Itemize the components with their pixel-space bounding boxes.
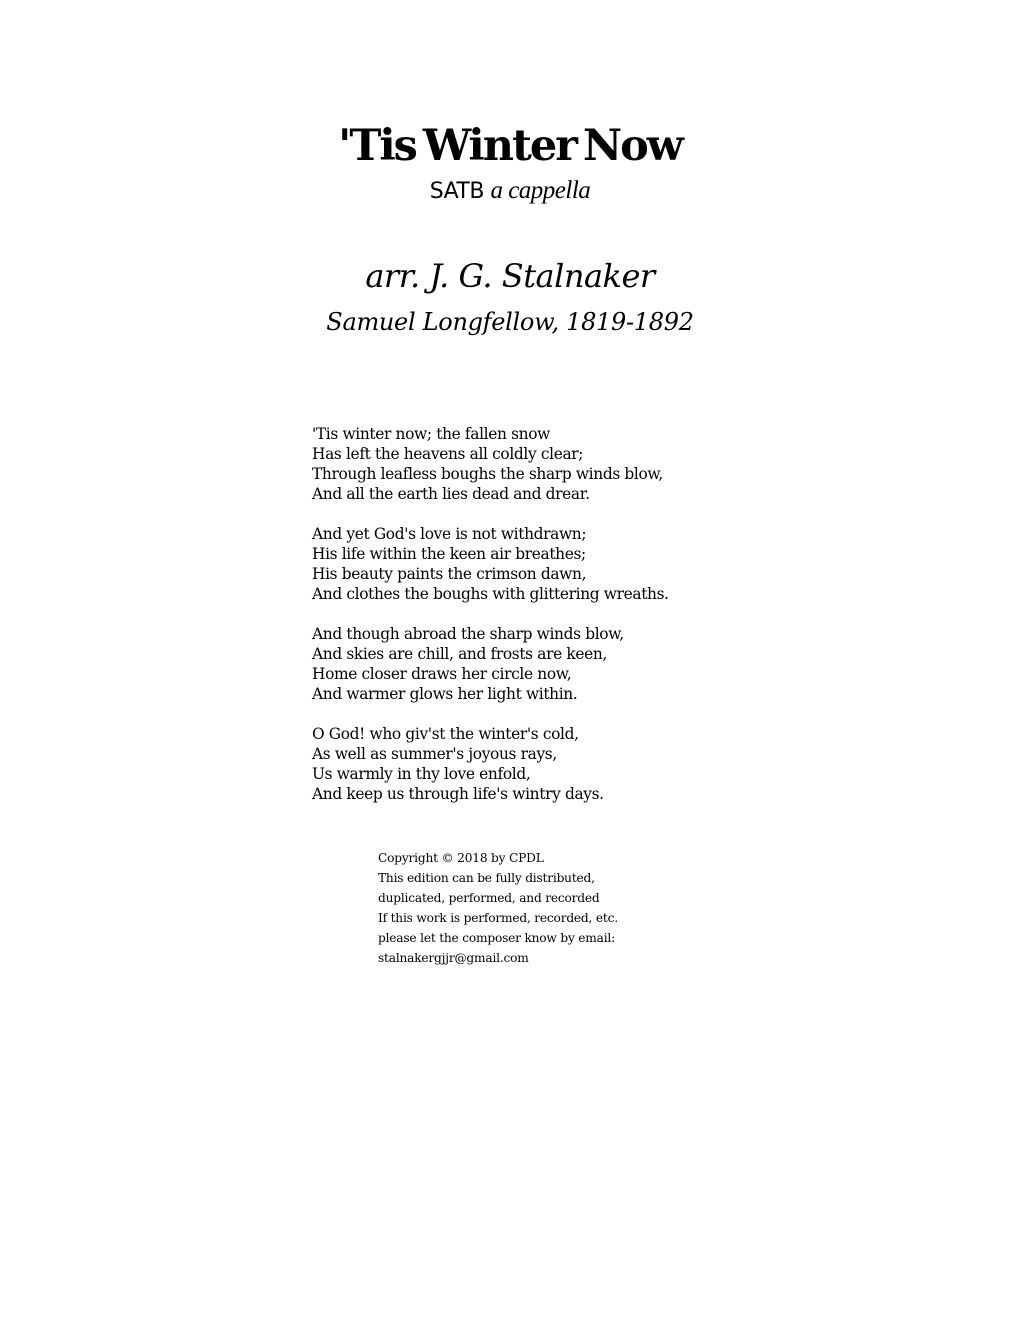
poem-line: 'Tis winter now; the fallen snow	[312, 425, 550, 443]
copyright-line: Copyright © 2018 by CPDL	[378, 851, 544, 865]
poem-stanza-2	[312, 524, 832, 604]
poem-line: And keep us through life's wintry days.	[312, 785, 604, 803]
poem-line: As well as summer's joyous rays,	[312, 745, 557, 763]
poem-stanza-3	[312, 624, 832, 704]
request-line: please let the composer know by email:	[378, 931, 616, 945]
arranger-credit: arr. J. G. Stalnaker	[365, 257, 655, 295]
poem-line: Us warmly in thy love enfold,	[312, 765, 531, 783]
copyright-notice	[378, 848, 778, 968]
poem-line: Has left the heavens all coldly clear;	[312, 445, 584, 463]
license-line: This edition can be fully distributed,	[378, 871, 595, 885]
poem-line: And skies are chill, and frosts are keen,	[312, 645, 607, 663]
poem-line: Through leafless boughs the sharp winds blow,	[312, 465, 663, 483]
contact-email: stalnakergjjr@gmail.com	[378, 951, 529, 965]
request-line: If this work is performed, recorded, etc.	[378, 911, 618, 925]
poem-line: And all the earth lies dead and drear.	[312, 485, 590, 503]
poem-line: And yet God's love is not withdrawn;	[312, 525, 587, 543]
author-credit: Samuel Longfellow, 1819-1892	[326, 308, 694, 336]
poem-line: And though abroad the sharp winds blow,	[312, 625, 624, 643]
poem-line: Home closer draws her circle now,	[312, 665, 572, 683]
poem-line: O God! who giv'st the winter's cold,	[312, 725, 579, 743]
poem-line: And warmer glows her light within.	[312, 685, 578, 703]
subtitle	[0, 174, 1020, 209]
poem-line: And clothes the boughs with glittering wreaths.	[312, 585, 669, 603]
poem-line: His beauty paints the crimson dawn,	[312, 565, 587, 583]
license-line: duplicated, performed, and recorded	[378, 891, 600, 905]
page-title: 'Tis Winter Now	[338, 121, 682, 171]
poem-stanza-1	[312, 424, 832, 504]
voicing-label: SATB	[429, 179, 484, 204]
poem-stanza-4	[312, 724, 832, 804]
poem-text	[312, 424, 832, 824]
poem-line: His life within the keen air breathes;	[312, 545, 586, 563]
performance-label: a cappella	[490, 177, 591, 204]
